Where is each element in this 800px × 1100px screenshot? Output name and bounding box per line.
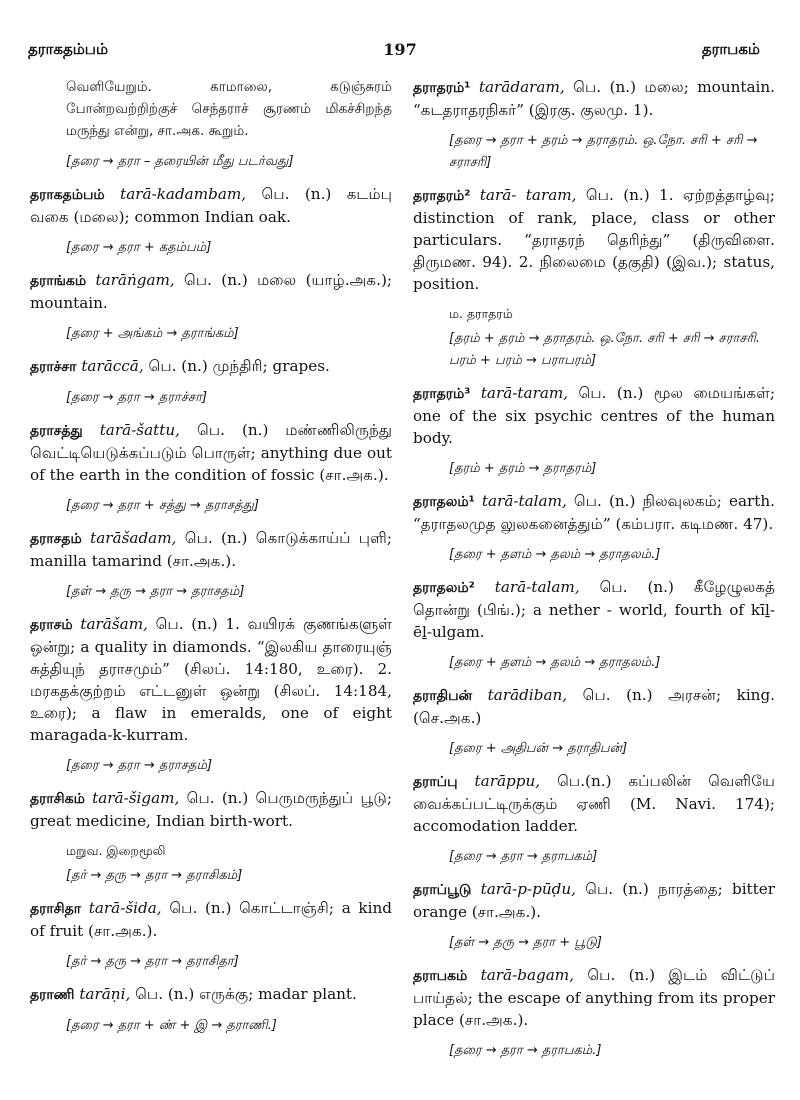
- entry-definition: [413, 76, 775, 121]
- transliteration: tarā-talam,: [481, 492, 567, 510]
- definition-text: பெ.(n.) கப்பலின் வெளியே வைக்கப்பட்டிருக்கும் ஏணி (M. Navi. 174); accomodation ladder.: [413, 772, 776, 835]
- entry-definition: [30, 983, 392, 1006]
- etymology: [தரை → தரா – தரையின் மீது படர்வது]: [66, 154, 294, 169]
- etymology: [தரை → தரா + கதம்பம்]: [66, 240, 212, 255]
- entry-definition: [30, 613, 392, 746]
- headword: தராதிபன்: [413, 688, 473, 704]
- definition-text: பெ. (n.) மூல மையங்கள்; one of the six psychic centres of the human body.: [413, 384, 776, 447]
- definition-text: பெ. (n.) பெருமருந்துப் பூடு; great medicine, Indian birth-wort.: [30, 789, 393, 830]
- dictionary-entry: [30, 76, 392, 173]
- etymology: [தரை + தளம் → தலம் → தராதலம்.]: [449, 655, 661, 670]
- etymology: [தரை → தரா + சத்து → தராசத்து]: [66, 498, 259, 513]
- entry-definition: [413, 964, 775, 1031]
- etymology: [தரை + தளம் → தலம் → தராதலம்.]: [449, 547, 661, 562]
- etymology: [தரை + அங்கம் → தராங்கம்]: [66, 326, 239, 341]
- transliteration: tarā-p-pūḍu,: [480, 880, 576, 898]
- entry-definition: [413, 184, 775, 295]
- headword: தராதரம்³: [413, 386, 471, 402]
- running-header-left: தராகதம்பம்: [28, 40, 109, 58]
- dictionary-entry: [30, 897, 392, 973]
- etymology: [தரை → தரா + தரம் → தராதரம். ஒ.நோ. சரி + சரி → சராசரி]: [449, 133, 758, 170]
- transliteration: tarāšam,: [80, 615, 148, 633]
- headword: தராசதம்: [30, 531, 82, 547]
- transliteration: tarā-bagam,: [480, 966, 575, 984]
- entry-definition: [30, 183, 392, 228]
- etymology: [தரை → தரா → தராச்சா]: [66, 390, 208, 405]
- definition-text: பெ. (n.) கீழேழுலகத் தொன்று (பிங்.); a nether - world, fourth of kīḻ-ēḻ-ulgam.: [413, 578, 776, 641]
- cross-reference-note: ம. தராதரம்: [449, 306, 513, 321]
- headword: தராதரம்²: [413, 188, 471, 204]
- headword: தராகதம்பம்: [30, 187, 105, 203]
- transliteration: tarā-taram,: [480, 384, 569, 402]
- etymology: [தரம் + தரம் → தராதரம். ஒ.நோ. சரி + சரி → சராசரி. பரம் + பரம் → பராபரம்]: [449, 331, 761, 368]
- definition-text: பெ. (n.) 1. ஏற்றத்தாழ்வு; distinction of rank, place, class or other particulars. “தராதரந் தெரிந்து” (திருவிளை. திருமண. 94). 2. நிலைமை (தகுதி) (இவ.); status, position.: [413, 186, 776, 293]
- entry-definition: [30, 419, 392, 486]
- right-column: [413, 76, 775, 1072]
- etymology: [தரை → தரா → தராசதம்]: [66, 758, 213, 773]
- definition-text: பெ. (n.) நிலவுலகம்; earth. “தராதலமுத லுலகனைத்தும்” (கம்பரா. கடிமண. 47).: [413, 492, 775, 533]
- dictionary-entry: [30, 787, 392, 887]
- entry-definition: [30, 527, 392, 572]
- headword: தராதரம்¹: [413, 80, 471, 96]
- definition-text: பெ. (n.) நாரத்தை; bitter orange (சா.அக.).: [413, 880, 776, 921]
- etymology: [தர் → தரு → தரா → தராசிகம்]: [66, 868, 243, 883]
- etymology: [தள் → தரு → தரா + பூடு]: [449, 935, 602, 950]
- etymology: [தர் → தரு → தரா → தராசிதா]: [66, 954, 239, 969]
- dictionary-entry: [413, 684, 775, 760]
- etymology: [தரை + அதிபன் → தராதிபன்]: [449, 741, 628, 756]
- transliteration: tarā-kadambam,: [120, 185, 247, 203]
- transliteration: tarā-talam,: [494, 578, 580, 596]
- headword: தராசிகம்: [30, 791, 85, 807]
- dictionary-entry: [413, 76, 775, 174]
- definition-text: பெ. (n.) எருக்கு; madar plant.: [135, 985, 357, 1003]
- entry-definition: [30, 787, 392, 832]
- headword: தராசத்து: [30, 423, 83, 439]
- headword: தராசிதா: [30, 901, 82, 917]
- dictionary-entry: [413, 184, 775, 372]
- definition-text: பெ. (n.) இடம் விட்டுப் பாய்தல்; the escape of anything from its proper place (சா.அக.).: [413, 966, 776, 1029]
- definition-text: பெ. (n.) கடம்பு வகை (மலை); common Indian oak.: [30, 185, 393, 226]
- dictionary-entry: [30, 419, 392, 517]
- headword: தராதலம்¹: [413, 494, 475, 510]
- entry-definition: [413, 382, 775, 449]
- dictionary-entry: [30, 527, 392, 603]
- etymology: [தள் → தரு → தரா → தராசதம்]: [66, 584, 245, 599]
- dictionary-entry: [413, 878, 775, 954]
- dictionary-entry: [30, 613, 392, 777]
- dictionary-entry: [413, 770, 775, 868]
- dictionary-entry: [30, 183, 392, 259]
- entry-continuation: வெளியேறும். காமாலை, கடுஞ்சுரம் போன்றவற்றிற்குச் செந்தராச் சூரணம் மிகச்சிறந்த மருந்து என்று, சா.அக. கூறும்.: [66, 79, 392, 139]
- dictionary-entry: [30, 355, 392, 409]
- transliteration: tarādiban,: [487, 686, 568, 704]
- dictionary-entry: [30, 269, 392, 345]
- dictionary-entry: [413, 964, 775, 1062]
- etymology: [தரம் + தரம் → தராதரம்]: [449, 461, 597, 476]
- transliteration: tarā-šigam,: [92, 789, 180, 807]
- headword: தராபகம்: [413, 968, 468, 984]
- definition-text: பெ. (n.) முந்திரி; grapes.: [148, 357, 330, 375]
- page-number: 197: [383, 40, 417, 59]
- definition-text: பெ. (n.) மண்ணிலிருந்து வெட்டியெடுக்கப்படும் பொருள்; anything due out of the earth in the condition of fossic (சா.அக.).: [30, 421, 393, 484]
- headword: தராசம்: [30, 617, 73, 633]
- entry-definition: [413, 684, 775, 729]
- definition-text: பெ. (n.) மலை; mountain. “கடதராதரநிகர்” (இரகு. குலமு. 1).: [413, 78, 776, 119]
- dictionary-entry: [413, 382, 775, 480]
- entry-definition: [30, 897, 392, 942]
- transliteration: tarāppu,: [474, 772, 541, 790]
- entry-definition: [413, 770, 775, 837]
- headword: தராணி: [30, 987, 75, 1003]
- etymology: [தரை → தரா → தராபகம்.]: [449, 1043, 602, 1058]
- transliteration: tarādaram,: [478, 78, 565, 96]
- cross-reference-note: மறுவ. இறைமூலி: [66, 843, 166, 858]
- definition-text: பெ. (n.) மலை (யாழ்.அக.); mountain.: [30, 271, 392, 312]
- left-column: [30, 76, 392, 1047]
- dictionary-entry: [30, 983, 392, 1037]
- etymology: [தரை → தரா + ண் + இ → தராணி.]: [66, 1018, 277, 1033]
- entry-definition: [413, 490, 775, 535]
- running-header-right: தராபகம்: [701, 40, 760, 58]
- headword: தராப்பு: [413, 774, 458, 790]
- transliteration: tarā-šattu,: [99, 421, 180, 439]
- headword: தராதலம்²: [413, 580, 475, 596]
- transliteration: tarāṇi,: [79, 985, 131, 1003]
- definition-text: பெ. (n.) கொட்டாஞ்சி; a kind of fruit (சா.அக.).: [30, 899, 393, 940]
- entry-definition: [30, 355, 392, 378]
- transliteration: tarāṅgam,: [95, 271, 175, 289]
- definition-text: பெ. (n.) 1. வயிரக் குணங்களுள் ஒன்று; a quality in diamonds. “இலகிய தாரையுஞ் சுத்தியுந் தராசமும்” (சிலப். 14:180, உரை). 2. மரகதக்குற்றம் எட்டனுள் ஒன்று (சிலப். 14:184, உரை); a flaw in emeralds, one of eight maragada-k-kurram.: [30, 615, 392, 744]
- dictionary-entry: [413, 490, 775, 566]
- transliteration: tarāšadam,: [90, 529, 177, 547]
- headword: தராச்சா: [30, 359, 77, 375]
- headword: தராப்பூடு: [413, 882, 472, 898]
- entry-definition: [413, 878, 775, 923]
- transliteration: tarā-šida,: [88, 899, 162, 917]
- entry-definition: [413, 576, 775, 643]
- definition-text: பெ. (n.) அரசன்; king. (செ.அக.): [413, 686, 776, 727]
- definition-text: பெ. (n.) கொடுக்காய்ப் புளி; manilla tamarind (சா.அக.).: [30, 529, 393, 570]
- transliteration: tarā- taram,: [479, 186, 577, 204]
- transliteration: tarāccā,: [81, 357, 144, 375]
- etymology: [தரை → தரா → தராபகம்]: [449, 849, 598, 864]
- headword: தராங்கம்: [30, 273, 87, 289]
- dictionary-entry: [413, 576, 775, 674]
- entry-definition: [30, 269, 392, 314]
